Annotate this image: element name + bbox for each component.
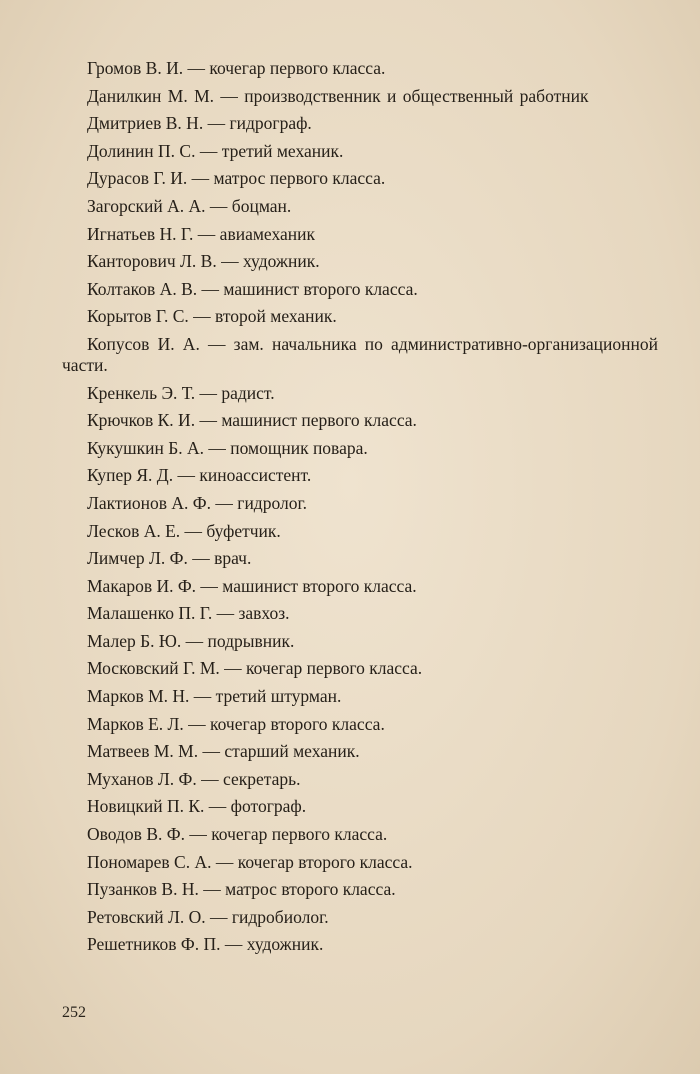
- list-item: Пузанков В. Н. — матрос второго класса.: [87, 879, 396, 900]
- list-item: Корытов Г. С. — второй механик.: [87, 306, 337, 327]
- list-item: Копусов И. А. — зам. начальника по административно-организационной части.: [62, 333, 658, 375]
- list-item: Купер Я. Д. — киноассистент.: [87, 465, 312, 486]
- list-item: Оводов В. Ф. — кочегар первого класса.: [87, 824, 388, 845]
- crew-list: [62, 58, 658, 962]
- list-item: Лесков А. Е. — буфетчик.: [87, 520, 281, 541]
- list-item: Загорский А. А. — боцман.: [87, 195, 292, 216]
- list-item: Крючков К. И. — машинист первого класса.: [87, 410, 417, 431]
- list-item: Малер Б. Ю. — подрывник.: [87, 630, 295, 651]
- list-item: Макаров И. Ф. — машинист второго класса.: [87, 575, 417, 596]
- list-item: Лимчер Л. Ф. — врач.: [87, 548, 252, 569]
- list-item: Новицкий П. К. — фотограф.: [87, 796, 307, 817]
- list-item: Марков М. Н. — третий штурман.: [87, 686, 342, 707]
- list-item: Малашенко П. Г. — завхоз.: [87, 603, 290, 624]
- list-item: Пономарев С. А. — кочегар второго класса.: [87, 851, 413, 872]
- list-item: Кренкель Э. Т. — радист.: [87, 382, 275, 403]
- list-item: Игнатьев Н. Г. — авиамеханик: [87, 223, 315, 244]
- list-item: Данилкин М. М. — производственник и общественный работник: [87, 85, 589, 106]
- list-item: Муханов Л. Ф. — секретарь.: [87, 768, 301, 789]
- list-item: Колтаков А. В. — машинист второго класса.: [87, 278, 418, 299]
- list-item: Решетников Ф. П. — художник.: [87, 934, 324, 955]
- list-item: Лактионов А. Ф. — гидролог.: [87, 492, 308, 513]
- list-item: Громов В. И. — кочегар первого класса.: [87, 58, 386, 78]
- list-item: Дмитриев В. Н. — гидрограф.: [87, 113, 312, 134]
- list-item: Канторович Л. В. — художник.: [87, 251, 320, 272]
- list-item: Московский Г. М. — кочегар первого класса.: [87, 658, 423, 679]
- page-number: 252: [62, 1004, 86, 1021]
- list-item: Долинин П. С. — третий механик.: [87, 140, 344, 161]
- list-item: Ретовский Л. О. — гидробиолог.: [87, 906, 329, 927]
- list-item: Матвеев М. М. — старший механик.: [87, 741, 360, 762]
- list-item: Кукушкин Б. А. — помощник повара.: [87, 437, 368, 458]
- list-item: Марков Е. Л. — кочегар второго класса.: [87, 713, 385, 734]
- list-item: Дурасов Г. И. — матрос первого класса.: [87, 168, 386, 189]
